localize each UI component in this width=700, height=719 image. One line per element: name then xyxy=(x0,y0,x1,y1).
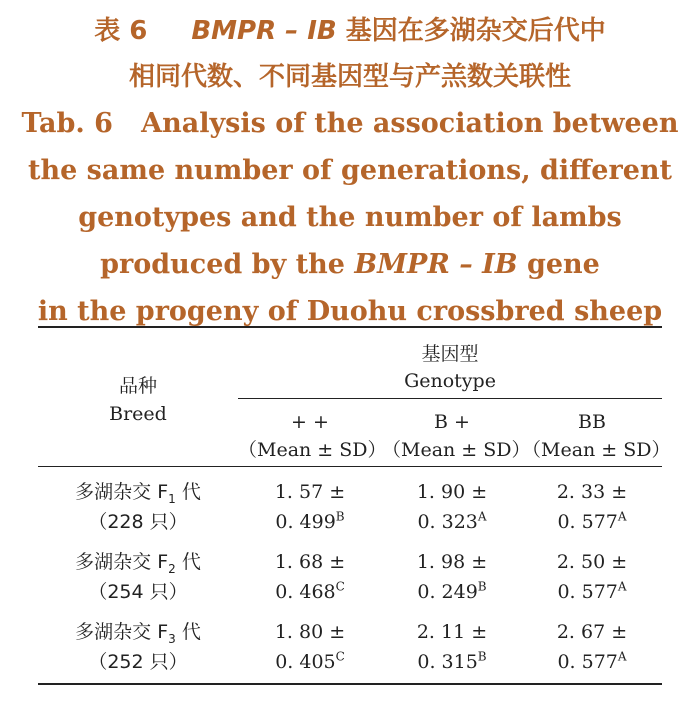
significance-letter: B xyxy=(477,649,487,664)
genotype-header-en: Genotype xyxy=(404,370,496,392)
gene-name-en: BMPR – IB xyxy=(354,249,518,280)
breed-label-suffix: 代 xyxy=(175,551,201,573)
significance-letter: A xyxy=(617,649,627,664)
genotype-rule xyxy=(238,398,662,399)
significance-letter: B xyxy=(477,579,487,594)
table-bottom-rule xyxy=(38,683,662,685)
significance-letter: A xyxy=(617,509,627,524)
significance-letter: C xyxy=(335,649,345,664)
table-caption xyxy=(0,8,700,335)
cell-sd xyxy=(238,648,382,676)
column-stat-label: （Mean ± SD） xyxy=(382,439,531,461)
caption-en-line-3: genotypes and the number of lambs xyxy=(78,202,622,233)
cell-sd xyxy=(382,648,522,676)
column-stat-label: （Mean ± SD） xyxy=(238,439,387,461)
gene-name: BMPR – IB xyxy=(191,16,337,46)
row-count-f1: （228 只） xyxy=(88,511,188,533)
caption-en-line-5: in the progeny of Duohu crossbred sheep xyxy=(37,296,663,327)
cell-mean: 1. 57 ± xyxy=(274,481,346,503)
sd-value: 0. 249 xyxy=(417,581,478,603)
sd-value: 0. 405 xyxy=(275,651,336,673)
table-number-zh: 表 6 xyxy=(94,16,148,46)
cell-mean: 1. 80 ± xyxy=(274,621,346,643)
caption-en-text: produced by the xyxy=(100,249,345,280)
sd-value: 0. 577 xyxy=(557,511,618,533)
cell-sd xyxy=(522,648,662,676)
cell-mean: 2. 67 ± xyxy=(556,621,628,643)
column-header-bb: BB xyxy=(578,411,606,433)
cell-sd xyxy=(382,578,522,606)
caption-en-line-2: the same number of generations, different xyxy=(28,155,672,186)
sd-value: 0. 577 xyxy=(557,581,618,603)
significance-letter: A xyxy=(477,509,487,524)
caption-en-line-1: Tab. 6 Analysis of the association between xyxy=(21,108,679,139)
column-stat-label: （Mean ± SD） xyxy=(522,439,671,461)
breed-header-en: Breed xyxy=(109,403,167,425)
table-top-rule xyxy=(38,326,662,328)
breed-label-suffix: 代 xyxy=(175,481,201,503)
cell-mean: 1. 68 ± xyxy=(274,551,346,573)
row-breed-f1 xyxy=(38,478,238,506)
significance-letter: C xyxy=(335,579,345,594)
significance-letter: B xyxy=(335,509,345,524)
sd-value: 0. 315 xyxy=(417,651,478,673)
cell-sd xyxy=(238,578,382,606)
genotype-header-zh: 基因型 xyxy=(421,343,479,365)
caption-en-text: gene xyxy=(526,249,600,280)
significance-letter: A xyxy=(617,579,627,594)
column-header-plusplus: + + xyxy=(291,411,329,433)
cell-sd xyxy=(522,508,662,536)
generation-subscript: 3 xyxy=(168,631,176,646)
row-breed-f3 xyxy=(38,618,238,646)
sd-value: 0. 323 xyxy=(417,511,478,533)
sd-value: 0. 468 xyxy=(275,581,336,603)
breed-label: 多湖杂交 F xyxy=(75,551,169,573)
cell-sd xyxy=(522,578,662,606)
sd-value: 0. 499 xyxy=(275,511,336,533)
column-header-bplus: B + xyxy=(434,411,470,433)
breed-header-zh: 品种 xyxy=(118,375,157,397)
breed-label: 多湖杂交 F xyxy=(75,481,169,503)
breed-label-suffix: 代 xyxy=(175,621,201,643)
caption-zh-line-2: 相同代数、不同基因型与产羔数关联性 xyxy=(128,62,571,92)
cell-mean: 1. 90 ± xyxy=(416,481,488,503)
caption-zh-line-1 xyxy=(0,8,700,54)
header-bottom-rule xyxy=(38,466,662,467)
cell-mean: 2. 50 ± xyxy=(556,551,628,573)
cell-mean: 2. 11 ± xyxy=(416,621,488,643)
caption-zh-text: 基因在多湖杂交后代中 xyxy=(345,16,606,46)
row-count-f3: （252 只） xyxy=(88,651,188,673)
generation-subscript: 2 xyxy=(168,561,176,576)
cell-mean: 2. 33 ± xyxy=(556,481,628,503)
sd-value: 0. 577 xyxy=(557,651,618,673)
cell-sd xyxy=(238,508,382,536)
breed-label: 多湖杂交 F xyxy=(75,621,169,643)
cell-mean: 1. 98 ± xyxy=(416,551,488,573)
row-breed-f2 xyxy=(38,548,238,576)
caption-en-line-4 xyxy=(0,241,700,288)
generation-subscript: 1 xyxy=(168,491,176,506)
row-count-f2: （254 只） xyxy=(88,581,188,603)
cell-sd xyxy=(382,508,522,536)
